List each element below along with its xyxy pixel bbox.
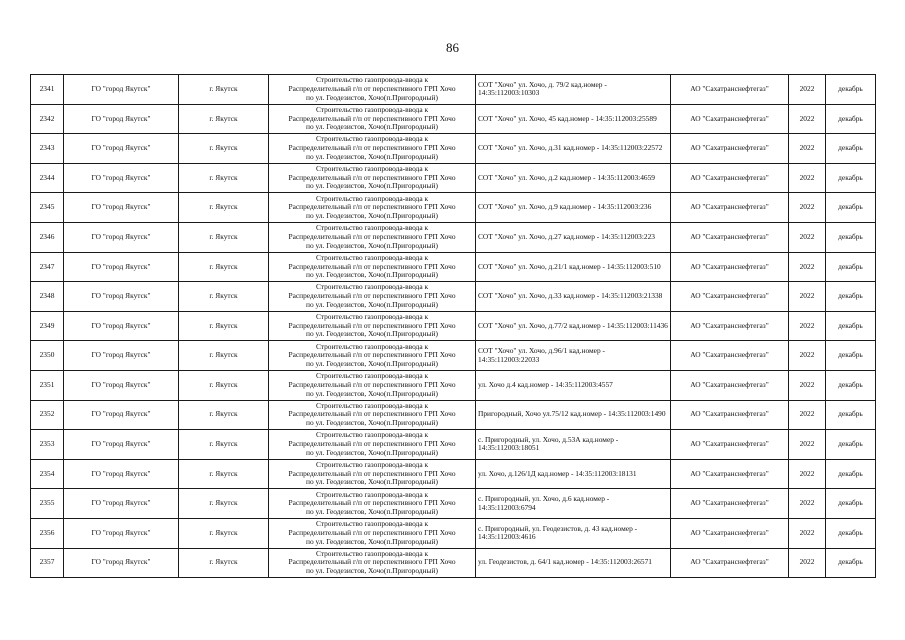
city-cell: г. Якутск (179, 430, 269, 460)
row-number-cell: 2345 (31, 193, 64, 223)
municipality-cell: ГО "город Якутск" (64, 222, 179, 252)
row-number-cell: 2343 (31, 134, 64, 164)
city-cell: г. Якутск (179, 370, 269, 400)
year-cell: 2022 (789, 311, 826, 341)
gas-connection-table (30, 74, 876, 578)
work-description-line: по ул. Геодезистов, Хочо(п.Пригородный) (306, 566, 438, 576)
work-description-line: Строительство газопровода-ввода к (315, 223, 429, 233)
organization-cell: АО "Сахатранснефтегаз" (671, 134, 789, 164)
work-description-cell (269, 341, 476, 371)
work-description-cell (269, 518, 476, 548)
year-cell: 2022 (789, 222, 826, 252)
organization-cell: АО "Сахатранснефтегаз" (671, 222, 789, 252)
city-cell: г. Якутск (179, 341, 269, 371)
work-description-line: Распределительный г/п от перспективного ГРП Хочо (288, 113, 456, 123)
table-row (31, 163, 876, 193)
row-number-cell: 2350 (31, 341, 64, 371)
year-cell: 2022 (789, 75, 826, 105)
table-row (31, 282, 876, 312)
work-description-line: по ул. Геодезистов, Хочо(п.Пригородный) (306, 477, 438, 487)
organization-cell: АО "Сахатранснефтегаз" (671, 489, 789, 519)
work-description-line: Распределительный г/п от перспективного ГРП Хочо (288, 291, 456, 301)
organization-cell: АО "Сахатранснефтегаз" (671, 518, 789, 548)
address-cell: с. Пригородный, ул. Хочо, д.6 кад.номер - 14:35:112003:6794 (476, 489, 671, 519)
work-description-cell (269, 75, 476, 105)
work-description-line: по ул. Геодезистов, Хочо(п.Пригородный) (306, 240, 438, 250)
work-description-line: Строительство газопровода-ввода к (315, 104, 429, 114)
table-row (31, 134, 876, 164)
work-description-line: по ул. Геодезистов, Хочо(п.Пригородный) (306, 506, 438, 516)
work-description-cell (269, 193, 476, 223)
municipality-cell: ГО "город Якутск" (64, 518, 179, 548)
work-description-cell (269, 459, 476, 489)
work-description-line: Распределительный г/п от перспективного ГРП Хочо (288, 527, 456, 537)
work-description-line: по ул. Геодезистов, Хочо(п.Пригородный) (306, 151, 438, 161)
address-cell: ул. Хочо д.4 кад.номер - 14:35:112003:4557 (476, 370, 671, 400)
row-number-cell: 2349 (31, 311, 64, 341)
year-cell: 2022 (789, 459, 826, 489)
work-description-line: по ул. Геодезистов, Хочо(п.Пригородный) (306, 536, 438, 546)
address-cell: ул. Хочо, д.126/1Д кад.номер - 14:35:112003:18131 (476, 459, 671, 489)
month-cell: декабрь (826, 75, 876, 105)
work-description-cell (269, 282, 476, 312)
municipality-cell: ГО "город Якутск" (64, 341, 179, 371)
table-row (31, 193, 876, 223)
work-description-line: по ул. Геодезистов, Хочо(п.Пригородный) (306, 388, 438, 398)
table-row (31, 459, 876, 489)
address-cell: СОТ "Хочо" ул. Хочо, д. 79/2 кад.номер - 14:35:112003:10303 (476, 75, 671, 105)
work-description-line: Строительство газопровода-ввода к (315, 282, 429, 292)
row-number-cell: 2355 (31, 489, 64, 519)
work-description-line: по ул. Геодезистов, Хочо(п.Пригородный) (306, 92, 438, 102)
work-description-cell (269, 134, 476, 164)
month-cell: декабрь (826, 163, 876, 193)
work-description-line: Распределительный г/п от перспективного ГРП Хочо (288, 498, 456, 508)
work-description-line: Строительство газопровода-ввода к (315, 341, 429, 351)
address-cell: СОТ "Хочо" ул. Хочо, д.9 кад.номер - 14:35:112003:236 (476, 193, 671, 223)
work-description-line: Распределительный г/п от перспективного ГРП Хочо (288, 439, 456, 449)
work-description-line: по ул. Геодезистов, Хочо(п.Пригородный) (306, 418, 438, 428)
work-description-cell (269, 400, 476, 430)
month-cell: декабрь (826, 459, 876, 489)
year-cell: 2022 (789, 489, 826, 519)
city-cell: г. Якутск (179, 252, 269, 282)
month-cell: декабрь (826, 370, 876, 400)
table-row (31, 518, 876, 548)
work-description-line: Строительство газопровода-ввода к (315, 400, 429, 410)
work-description-line: Распределительный г/п от перспективного ГРП Хочо (288, 350, 456, 360)
row-number-cell: 2352 (31, 400, 64, 430)
work-description-line: Распределительный г/п от перспективного ГРП Хочо (288, 143, 456, 153)
city-cell: г. Якутск (179, 459, 269, 489)
organization-cell: АО "Сахатранснефтегаз" (671, 400, 789, 430)
work-description-cell (269, 104, 476, 134)
address-cell: Пригородный, Хочо ул.75/12 кад.номер - 14:35:112003:1490 (476, 400, 671, 430)
year-cell: 2022 (789, 548, 826, 578)
municipality-cell: ГО "город Якутск" (64, 282, 179, 312)
work-description-line: Распределительный г/п от перспективного ГРП Хочо (288, 202, 456, 212)
work-description-line: по ул. Геодезистов, Хочо(п.Пригородный) (306, 211, 438, 221)
month-cell: декабрь (826, 193, 876, 223)
table-row (31, 341, 876, 371)
organization-cell: АО "Сахатранснефтегаз" (671, 163, 789, 193)
table-row (31, 75, 876, 105)
address-cell: ул. Геодезистов, д. 64/1 кад.номер - 14:35:112003:26571 (476, 548, 671, 578)
city-cell: г. Якутск (179, 104, 269, 134)
year-cell: 2022 (789, 370, 826, 400)
row-number-cell: 2357 (31, 548, 64, 578)
work-description-cell (269, 370, 476, 400)
work-description-line: Распределительный г/п от перспективного ГРП Хочо (288, 379, 456, 389)
organization-cell: АО "Сахатранснефтегаз" (671, 282, 789, 312)
month-cell: декабрь (826, 518, 876, 548)
organization-cell: АО "Сахатранснефтегаз" (671, 548, 789, 578)
city-cell: г. Якутск (179, 489, 269, 519)
organization-cell: АО "Сахатранснефтегаз" (671, 370, 789, 400)
work-description-line: Строительство газопровода-ввода к (315, 193, 429, 203)
page-number: 86 (446, 40, 459, 55)
year-cell: 2022 (789, 400, 826, 430)
month-cell: декабрь (826, 104, 876, 134)
work-description-line: Строительство газопровода-ввода к (315, 371, 429, 381)
work-description-line: Распределительный г/п от перспективного ГРП Хочо (288, 231, 456, 241)
work-description-line: Строительство газопровода-ввода к (315, 519, 429, 529)
city-cell: г. Якутск (179, 134, 269, 164)
row-number-cell: 2356 (31, 518, 64, 548)
work-description-line: Строительство газопровода-ввода к (315, 430, 429, 440)
month-cell: декабрь (826, 430, 876, 460)
work-description-cell (269, 252, 476, 282)
municipality-cell: ГО "город Якутск" (64, 193, 179, 223)
work-description-line: Строительство газопровода-ввода к (315, 311, 429, 321)
municipality-cell: ГО "город Якутск" (64, 75, 179, 105)
work-description-line: Строительство газопровода-ввода к (315, 459, 429, 469)
municipality-cell: ГО "город Якутск" (64, 459, 179, 489)
table-row (31, 400, 876, 430)
city-cell: г. Якутск (179, 400, 269, 430)
row-number-cell: 2342 (31, 104, 64, 134)
year-cell: 2022 (789, 341, 826, 371)
address-cell: СОТ "Хочо" ул. Хочо, д.77/2 кад.номер - 14:35:112003:11436 (476, 311, 671, 341)
municipality-cell: ГО "город Якутск" (64, 400, 179, 430)
organization-cell: АО "Сахатранснефтегаз" (671, 430, 789, 460)
municipality-cell: ГО "город Якутск" (64, 311, 179, 341)
table-row (31, 252, 876, 282)
year-cell: 2022 (789, 193, 826, 223)
table-row (31, 370, 876, 400)
work-description-line: Распределительный г/п от перспективного ГРП Хочо (288, 320, 456, 330)
row-number-cell: 2348 (31, 282, 64, 312)
work-description-line: Строительство газопровода-ввода к (315, 134, 429, 144)
work-description-line: Строительство газопровода-ввода к (315, 548, 429, 558)
work-description-cell (269, 489, 476, 519)
row-number-cell: 2344 (31, 163, 64, 193)
organization-cell: АО "Сахатранснефтегаз" (671, 311, 789, 341)
address-cell: СОТ "Хочо" ул. Хочо, д.27 кад.номер - 14:35:112003:223 (476, 222, 671, 252)
municipality-cell: ГО "город Якутск" (64, 370, 179, 400)
table-row (31, 548, 876, 578)
city-cell: г. Якутск (179, 75, 269, 105)
city-cell: г. Якутск (179, 518, 269, 548)
address-cell: СОТ "Хочо" ул. Хочо, д.2 кад.номер - 14:35:112003:4659 (476, 163, 671, 193)
municipality-cell: ГО "город Якутск" (64, 104, 179, 134)
table-row (31, 104, 876, 134)
work-description-line: по ул. Геодезистов, Хочо(п.Пригородный) (306, 299, 438, 309)
table-body (31, 75, 876, 578)
municipality-cell: ГО "город Якутск" (64, 548, 179, 578)
work-description-line: Распределительный г/п от перспективного ГРП Хочо (288, 468, 456, 478)
work-description-cell (269, 430, 476, 460)
city-cell: г. Якутск (179, 222, 269, 252)
year-cell: 2022 (789, 518, 826, 548)
organization-cell: АО "Сахатранснефтегаз" (671, 75, 789, 105)
work-description-cell (269, 163, 476, 193)
organization-cell: АО "Сахатранснефтегаз" (671, 459, 789, 489)
work-description-line: по ул. Геодезистов, Хочо(п.Пригородный) (306, 181, 438, 191)
row-number-cell: 2347 (31, 252, 64, 282)
work-description-line: по ул. Геодезистов, Хочо(п.Пригородный) (306, 447, 438, 457)
table-row (31, 430, 876, 460)
month-cell: декабрь (826, 341, 876, 371)
work-description-cell (269, 222, 476, 252)
work-description-line: по ул. Геодезистов, Хочо(п.Пригородный) (306, 122, 438, 132)
year-cell: 2022 (789, 430, 826, 460)
organization-cell: АО "Сахатранснефтегаз" (671, 193, 789, 223)
year-cell: 2022 (789, 104, 826, 134)
municipality-cell: ГО "город Якутск" (64, 163, 179, 193)
year-cell: 2022 (789, 134, 826, 164)
address-cell: СОТ "Хочо" ул. Хочо, д.31 кад.номер - 14:35:112003:22572 (476, 134, 671, 164)
city-cell: г. Якутск (179, 311, 269, 341)
month-cell: декабрь (826, 489, 876, 519)
work-description-cell (269, 311, 476, 341)
work-description-line: Распределительный г/п от перспективного ГРП Хочо (288, 261, 456, 271)
table-row (31, 311, 876, 341)
month-cell: декабрь (826, 311, 876, 341)
municipality-cell: ГО "город Якутск" (64, 430, 179, 460)
row-number-cell: 2346 (31, 222, 64, 252)
work-description-line: Строительство газопровода-ввода к (315, 489, 429, 499)
month-cell: декабрь (826, 134, 876, 164)
work-description-line: Строительство газопровода-ввода к (315, 75, 429, 85)
city-cell: г. Якутск (179, 282, 269, 312)
month-cell: декабрь (826, 548, 876, 578)
work-description-line: Распределительный г/п от перспективного ГРП Хочо (288, 409, 456, 419)
municipality-cell: ГО "город Якутск" (64, 134, 179, 164)
municipality-cell: ГО "город Якутск" (64, 489, 179, 519)
work-description-line: по ул. Геодезистов, Хочо(п.Пригородный) (306, 270, 438, 280)
address-cell: с. Пригородный, ул. Хочо, д.53А кад.номер - 14:35:112003:18051 (476, 430, 671, 460)
row-number-cell: 2341 (31, 75, 64, 105)
work-description-line: Строительство газопровода-ввода к (315, 164, 429, 174)
table-row (31, 489, 876, 519)
address-cell: с. Пригородный, ул. Геодезистов, д. 43 кад.номер - 14:35:112003:4616 (476, 518, 671, 548)
work-description-line: Распределительный г/п от перспективного ГРП Хочо (288, 172, 456, 182)
municipality-cell: ГО "город Якутск" (64, 252, 179, 282)
month-cell: декабрь (826, 400, 876, 430)
city-cell: г. Якутск (179, 548, 269, 578)
address-cell: СОТ "Хочо" ул. Хочо, д.96/1 кад.номер - 14:35:112003:22033 (476, 341, 671, 371)
organization-cell: АО "Сахатранснефтегаз" (671, 341, 789, 371)
city-cell: г. Якутск (179, 163, 269, 193)
address-cell: СОТ "Хочо" ул. Хочо, д.33 кад.номер - 14:35:112003:21338 (476, 282, 671, 312)
row-number-cell: 2354 (31, 459, 64, 489)
year-cell: 2022 (789, 252, 826, 282)
work-description-line: по ул. Геодезистов, Хочо(п.Пригородный) (306, 358, 438, 368)
table-row (31, 222, 876, 252)
row-number-cell: 2353 (31, 430, 64, 460)
address-cell: СОТ "Хочо" ул. Хочо, 45 кад.номер - 14:35:112003:25589 (476, 104, 671, 134)
row-number-cell: 2351 (31, 370, 64, 400)
year-cell: 2022 (789, 163, 826, 193)
work-description-line: Строительство газопровода-ввода к (315, 252, 429, 262)
work-description-cell (269, 548, 476, 578)
month-cell: декабрь (826, 222, 876, 252)
month-cell: декабрь (826, 252, 876, 282)
month-cell: декабрь (826, 282, 876, 312)
organization-cell: АО "Сахатранснефтегаз" (671, 104, 789, 134)
work-description-line: Распределительный г/п от перспективного ГРП Хочо (288, 557, 456, 567)
work-description-line: по ул. Геодезистов, Хочо(п.Пригородный) (306, 329, 438, 339)
year-cell: 2022 (789, 282, 826, 312)
work-description-line: Распределительный г/п от перспективного ГРП Хочо (288, 83, 456, 93)
organization-cell: АО "Сахатранснефтегаз" (671, 252, 789, 282)
address-cell: СОТ "Хочо" ул. Хочо, д.21/1 кад.номер - 14:35:112003:510 (476, 252, 671, 282)
city-cell: г. Якутск (179, 193, 269, 223)
